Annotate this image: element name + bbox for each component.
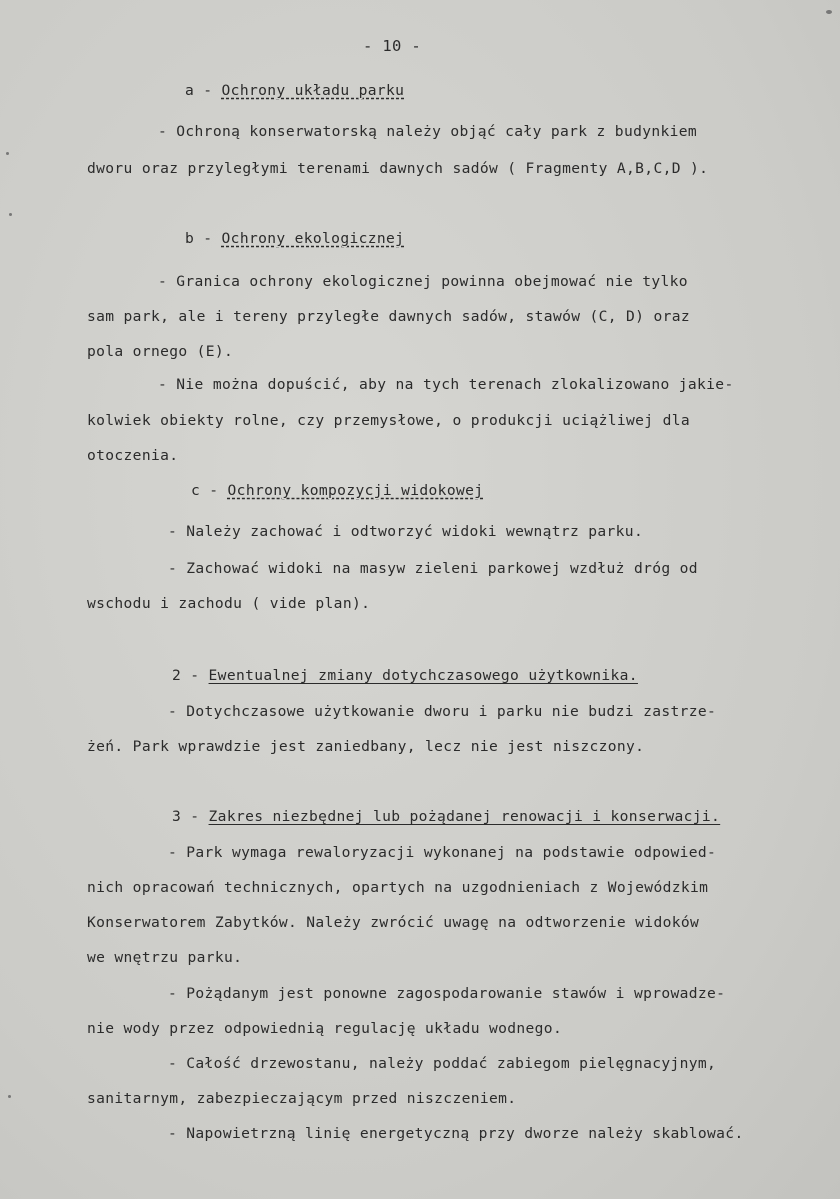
text-line: kolwiek obiekty rolne, czy przemysłowe, o produkcji uciążliwej dla [87, 412, 690, 429]
section-a-heading-line [185, 82, 404, 100]
paper-speck [826, 10, 832, 14]
section-2-prefix: 2 - [172, 667, 209, 684]
section-2-heading: Ewentualnej zmiany dotychczasowego użytkownika. [208, 667, 638, 684]
section-2-heading-line [172, 667, 638, 685]
text-line: - Nie można dopuścić, aby na tych terenach zlokalizowano jakie- [158, 376, 734, 393]
text-line: otoczenia. [87, 447, 179, 464]
text-line: - Zachować widoki na masyw zieleni parkowej wzdłuż dróg od [168, 560, 698, 577]
section-3-heading: Zakres niezbędnej lub pożądanej renowacji i konserwacji. [208, 808, 721, 825]
page-number: - 10 - [363, 37, 422, 55]
paper-speck [9, 213, 12, 216]
text-line: - Należy zachować i odtworzyć widoki wewnątrz parku. [168, 523, 644, 540]
text-line: - Dotychczasowe użytkowanie dworu i parku nie budzi zastrze- [168, 703, 717, 720]
text-line: - Granica ochrony ekologicznej powinna obejmować nie tylko [158, 273, 688, 290]
section-b-heading-line [185, 230, 404, 248]
text-line: pola ornego (E). [87, 343, 234, 360]
section-b-heading: Ochrony ekologicznej [221, 230, 405, 247]
text-line: Konserwatorem Zabytków. Należy zwrócić uwagę na odtworzenie widoków [87, 914, 700, 931]
text-line: - Ochroną konserwatorską należy objąć cały park z budynkiem [158, 123, 698, 140]
text-line: dworu oraz przyległymi terenami dawnych sadów ( Fragmenty A,B,C,D ). [87, 160, 709, 177]
section-a-prefix: a - [185, 82, 222, 99]
text-line: wschodu i zachodu ( vide plan). [87, 595, 371, 612]
paper-speck [8, 1095, 11, 1098]
text-line: nie wody przez odpowiednią regulację układu wodnego. [87, 1020, 563, 1037]
section-3-prefix: 3 - [172, 808, 209, 825]
paper-speck [6, 152, 9, 155]
text-line: - Pożądanym jest ponowne zagospodarowanie stawów i wprowadze- [168, 985, 726, 1002]
text-line: sam park, ale i tereny przyległe dawnych sadów, stawów (C, D) oraz [87, 308, 690, 325]
text-line: we wnętrzu parku. [87, 949, 243, 966]
text-line: nich opracowań technicznych, opartych na uzgodnieniach z Wojewódzkim [87, 879, 709, 896]
section-b-prefix: b - [185, 230, 222, 247]
section-c-prefix: c - [191, 482, 228, 499]
section-c-heading-line [191, 482, 483, 500]
text-line: - Napowietrzną linię energetyczną przy dworze należy skablować. [168, 1125, 744, 1142]
text-line: sanitarnym, zabezpieczającym przed niszczeniem. [87, 1090, 517, 1107]
section-3-heading-line [172, 808, 720, 826]
text-line: żeń. Park wprawdzie jest zaniedbany, lecz nie jest niszczony. [87, 738, 645, 755]
text-line: - Park wymaga rewaloryzacji wykonanej na podstawie odpowied- [168, 844, 717, 861]
section-a-heading: Ochrony układu parku [221, 82, 405, 99]
section-c-heading: Ochrony kompozycji widokowej [227, 482, 484, 499]
text-line: - Całość drzewostanu, należy poddać zabiegom pielęgnacyjnym, [168, 1055, 717, 1072]
